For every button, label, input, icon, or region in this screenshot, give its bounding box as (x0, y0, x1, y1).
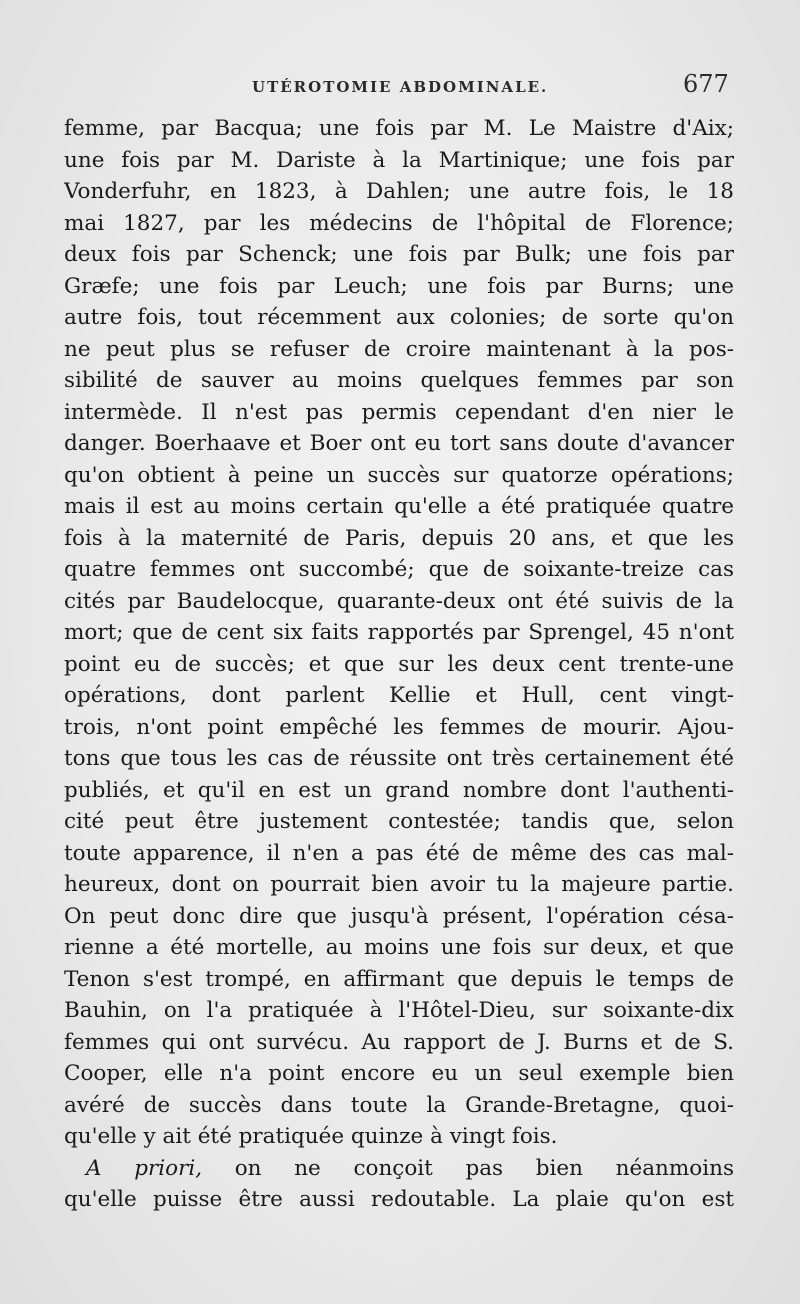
text-line: ne peut plus se refuser de croire maintenant à la pos- (64, 336, 734, 362)
text-line: Tenon s'est trompé, en affirmant que depuis le temps de (64, 966, 734, 992)
text-line: avéré de succès dans toute la Grande-Bretagne, quoi- (64, 1092, 734, 1118)
text-line: mais il est au moins certain qu'elle a été pratiquée quatre (64, 494, 734, 519)
text-line: intermède. Il n'est pas permis cependant d'en nier le (64, 399, 734, 425)
text-line: qu'elle y ait été pratiquée quinze à vingt fois. (64, 1124, 558, 1149)
text-line: deux fois par Schenck; une fois par Bulk; une fois par (64, 242, 734, 267)
text-line: Vonderfuhr, en 1823, à Dahlen; une autre fois, le 18 (64, 179, 734, 204)
text-line: cités par Baudelocque, quarante-deux ont été suivis de la (64, 588, 734, 614)
text-line: opérations, dont parlent Kellie et Hull, cent vingt- (64, 683, 734, 708)
text-line: mort; que de cent six faits rapportés par Sprengel, 45 n'ont (64, 620, 734, 645)
text-line: mai 1827, par les médecins de l'hôpital de Florence; (64, 210, 734, 236)
text-line: tons que tous les cas de réussite ont très certainement été (64, 746, 734, 771)
paragraph-1 (64, 113, 734, 1153)
italic-lead: A priori, (86, 1155, 203, 1181)
text-line: qu'on obtient à peine un succès sur quatorze opérations; (64, 462, 734, 488)
text-line: femme, par Bacqua; une fois par M. Le Maistre d'Aix; (64, 116, 734, 141)
page-number: 677 (683, 70, 729, 98)
text-line: point eu de succès; et que sur les deux cent trente-une (64, 651, 734, 677)
body-text (64, 113, 734, 1216)
text-line (64, 1153, 734, 1185)
text-line: fois à la maternité de Paris, depuis 20 ans, et que les (64, 525, 734, 551)
text-line: autre fois, tout récemment aux colonies; de sorte qu'on (64, 305, 734, 330)
text-line: Græfe; une fois par Leuch; une fois par Burns; une (64, 273, 734, 299)
paragraph-2 (64, 1153, 734, 1216)
text-line: toute apparence, il n'en a pas été de même des cas mal- (64, 840, 734, 866)
text-line: une fois par M. Dariste à la Martinique; une fois par (64, 147, 734, 173)
line-rest: on ne conçoit pas bien néanmoins (202, 1155, 734, 1181)
text-line: femmes qui ont survécu. Au rapport de J. Burns et de S. (64, 1029, 734, 1055)
page-header (0, 66, 800, 110)
text-line: Cooper, elle n'a point encore eu un seul exemple bien (64, 1061, 734, 1086)
text-line: quatre femmes ont succombé; que de soixante-treize cas (64, 557, 734, 582)
text-line: On peut donc dire que jusqu'à présent, l'opération césa- (64, 903, 734, 929)
text-line: Bauhin, on l'a pratiquée à l'Hôtel-Dieu, sur soixante-dix (64, 998, 734, 1023)
running-title: UTÉROTOMIE ABDOMINALE. (252, 78, 549, 96)
text-line: cité peut être justement contestée; tandis que, selon (64, 809, 734, 834)
text-line: danger. Boerhaave et Boer ont eu tort sans doute d'avancer (64, 431, 734, 456)
text-line: trois, n'ont point empêché les femmes de mourir. Ajou- (64, 714, 734, 740)
text-line: heureux, dont on pourrait bien avoir tu la majeure partie. (64, 872, 734, 897)
text-line: publiés, et qu'il en est un grand nombre dont l'authenti- (64, 777, 734, 803)
text-line: sibilité de sauver au moins quelques femmes par son (64, 368, 734, 393)
text-line: rienne a été mortelle, au moins une fois sur deux, et que (64, 935, 734, 960)
text-line: qu'elle puisse être aussi redoutable. La plaie qu'on est (64, 1187, 734, 1212)
